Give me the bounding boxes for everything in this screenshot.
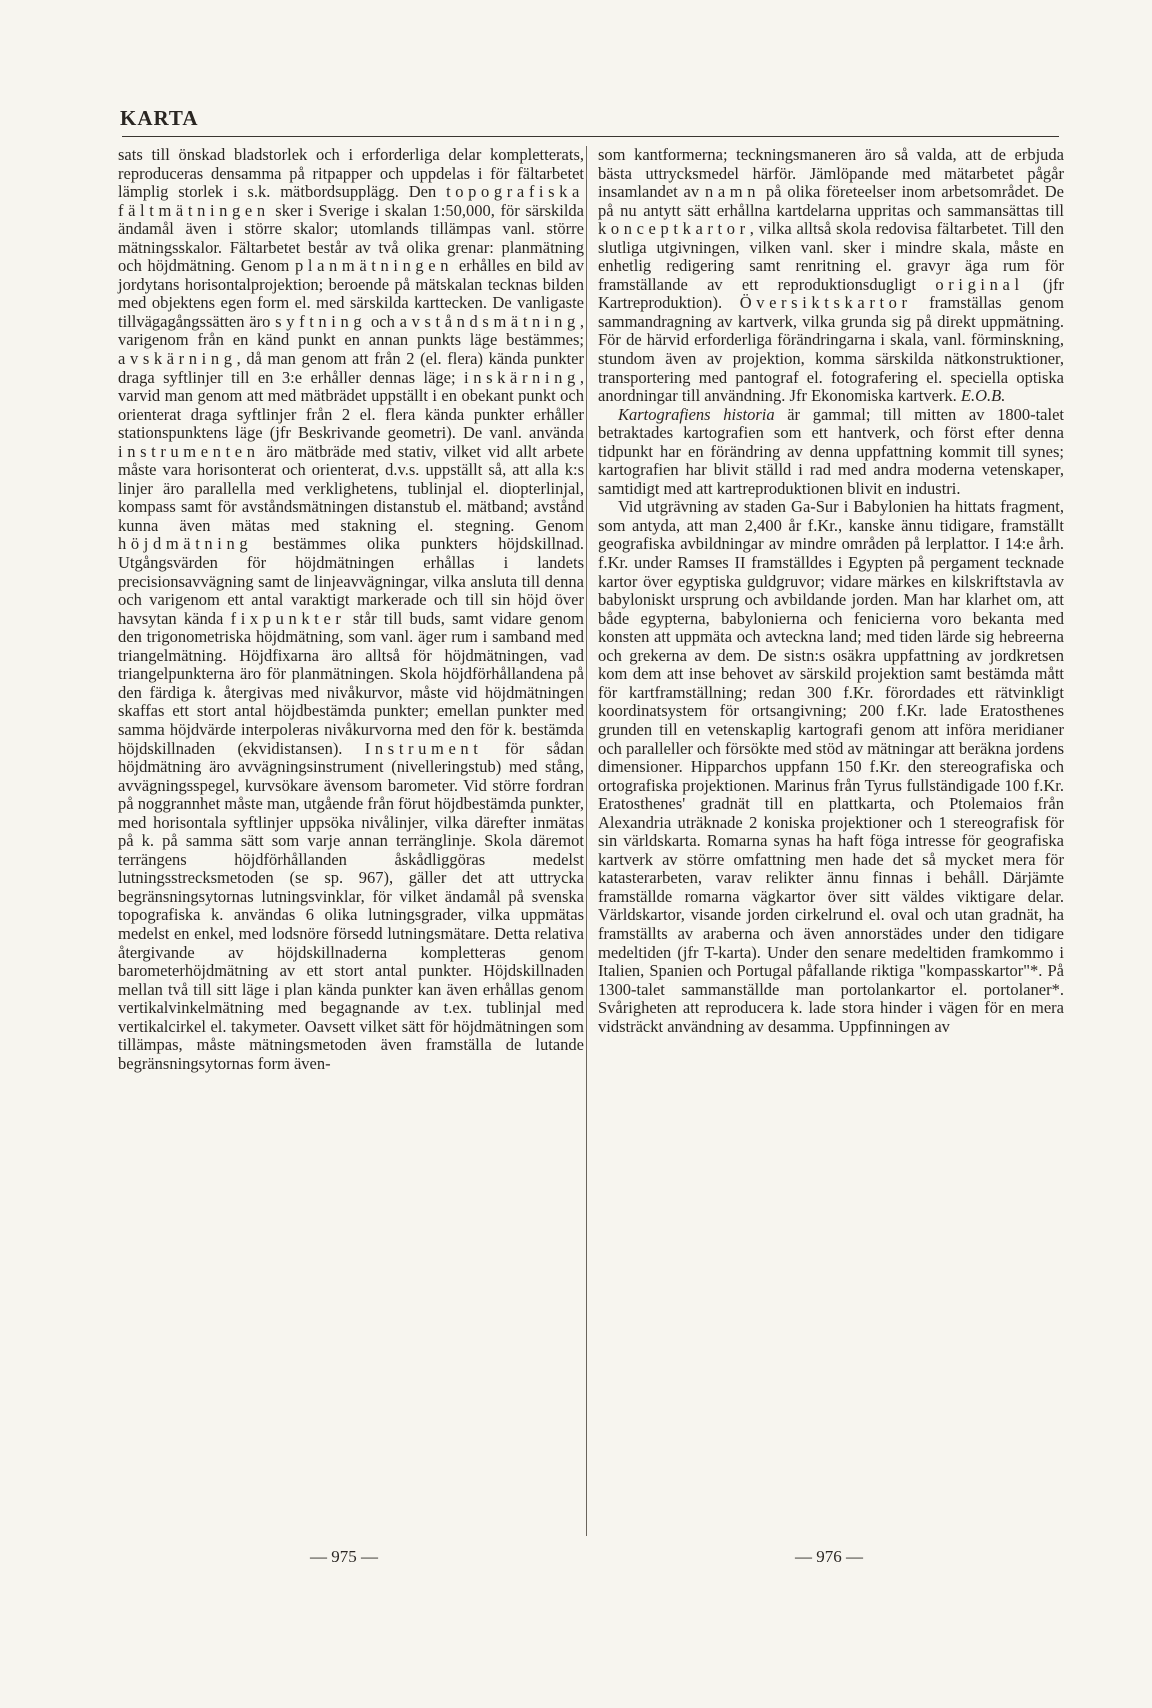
left-column [118, 146, 584, 1073]
spaced-term: fixpunkter [230, 608, 346, 628]
spaced-term: konceptkartor [598, 219, 750, 239]
header-rule [122, 136, 1059, 137]
text-run: som kantformerna; teckningsmaneren äro så valda, att de erbjuda bästa uttrycksmedel härför. Jämlöpande med mätarbetet pågår insamlandet av [598, 145, 1064, 202]
page-header-title: KARTA [120, 106, 199, 130]
author-signature: E.O.B. [960, 386, 1006, 406]
page-number-left: — 975 — [310, 1547, 378, 1566]
right-paragraph-1 [598, 146, 1064, 406]
spaced-term: instrumenten [118, 441, 260, 461]
text-run: på olika företeelser inom arbetsområdet. De på nu antytt sätt erhållna kartdelarna uppritas och sammansättas till [598, 182, 1064, 220]
spaced-term: avskärning [118, 349, 237, 369]
spaced-term: avståndsmätning [399, 311, 580, 331]
spaced-term: Översiktskartor [739, 293, 912, 313]
text-run: sker i Sverige i skalan 1:50,000, för särskilda ändamål även i större skalor; utomlands tillämpas vanl. större mätningsskalor. Fältarbetet består av två olika grenar: planmätning och höjdmätning. Genom [118, 200, 584, 276]
text-run: (jfr Kartreproduktion). [598, 274, 1064, 313]
spaced-term: syftning [275, 311, 367, 331]
spaced-term: namn [704, 182, 761, 202]
left-column-text [118, 146, 584, 1073]
page-number-right: — 976 — [795, 1547, 863, 1566]
right-paragraph-3: Vid utgrävning av staden Ga-Sur i Babylonien ha hittats fragment, som antyda, att man 2,400 år f.Kr., kanske ännu tidigare, framställt geografiska avbildningar av mindre områden på lerplattor. I 14:e årh. f.Kr. under Ramses II framställdes i Egypten på pergament tecknade kartor över egyptiska guldgruvor; vidare märkes en kilskriftstavla av babyloniskt ursprung och avbildande jorden. Man har klarhet om, att både egypterna, babylonierna och fenicierna voro bekanta med konsten att uppmäta och avteckna land; med tiden lärde sig hebreerna och grekerna av dem. De sistn:s osäkra uppfattning av jordkretsen kom dem att inse behovet av särskild projektion samt bestämda mått för kartframställning; redan 300 f.Kr. förordades ett rätvinkligt koordinatsystem för ortsangivning; 200 f.Kr. lade Eratosthenes grunden till en vetenskaplig kartografi genom att införa meridianer och paralleller och försökte med stöd av mätningar att beräkna jordens dimensioner. Hipparchos uppfann 150 f.Kr. den stereografiska och ortografiska projektionen. Marinus från Tyrus fullständigade 100 f.Kr. Eratosthenes' gradnät till en plattkarta, och Ptolemaios från Alexandria uträknade 2 koniska projektioner och 1 stereografisk för sin världskarta. Romarna synas ha haft föga intresse för geografiska kartverk av större omfattning men hade det så mycket mera för katasterarbeten, varav relikter ännu finnas i behåll. Därjämte framställde romarna vägkartor över sitt väldes viktigare delar. Världskartor, visande jorden cirkelrund el. oval och utan gradnät, ha framställts av araberna och även annorstädes under den tidigare medeltiden (jfr T-karta). Under den senare medeltiden framkommo i Italien, Spanien och Portugal påfallande riktiga "kompasskartor"*. På 1300-talet sammanställde man portolankartor el. portolaner*. Svårigheten att reproducera k. lade stora hinder i vägen för en mera vidsträckt användning av desamma. Uppfinningen av [598, 497, 1064, 1036]
text-run: bestämmes olika punkters höjdskillnad. Utgångsvärden för höjdmätningen erhållas i landets precisionsavvägning samt de linjeavvägningar, vilka ansluta till denna och varigenom ett antal varaktigt markerade och till sin höjd över havsytan kända [118, 534, 584, 628]
right-paragraph-2 [598, 406, 1064, 499]
spaced-term: Instrument [364, 738, 483, 758]
right-column [598, 146, 1064, 1036]
spaced-term: original [935, 274, 1024, 294]
text-run: , varvid man genom att med mätbrädet uppställt i en obekant punkt och orienterat draga syftlinjer från 2 el. flera kända punkter erhåller stationspunktens läge (jfr Beskrivande geometri). De vanl. använda [118, 367, 584, 443]
spaced-term: planmätningen [295, 256, 454, 276]
text-run: och [366, 311, 400, 331]
text-run: , då man genom att från 2 (el. flera) kända punkter draga syftlinjer till en 3:e erhåller dennas läge; [118, 349, 584, 387]
text-run: sats till önskad bladstorlek och i erforderliga delar kompletterats, reproduceras densamma på ritpapper och uppdelas i för fältarbetet lämplig storlek i s.k. mätbordsupplägg. Den [118, 145, 584, 202]
text-run: för sådan höjdmätning äro avvägningsinstrument (nivelleringstub) med stång, avvägningsspegel, kurvsökare ävensom barometer. Vid större fordran på noggrannhet måste man, utgående från förut höjdbestämda punkter, med horisontala syftlinjer uppsöka nivålinjer, vilka därefter inmätas på k. på samma sätt som varje annan terränglinje. Skola däremot terrängens höjdförhållanden åskådliggöras medelst lutningsstrecksmetoden (se sp. 967), gäller det att uttrycka begränsningsytornas lutningsvinklar, för vilket ändamål på svenska topografiska k. användas 6 olika lutningsgrader, vilka uppmätas medelst en enkel, med lodsnöre försedd lutningsmätare. Detta relativa återgivande av höjdskillnaderna kompletteras genom barometerhöjdmätning av ett stort antal punkter. Höjdskillnaden mellan två till sitt läge i plan kända punkter kan även erhållas genom vertikalvinkelmätning med begagnande av t.ex. tublinjal med vertikalcirkel el. takymeter. Oavsett vilket sätt för höjdmätningen som tillämpas, måste mätningsmetoden även framställa de lutande begränsningsytornas form även- [118, 738, 584, 1073]
text-run: , varigenom från en känd punkt en annan punkts läge bestämmes; [118, 311, 584, 350]
spaced-term: topografiska fältmätningen [118, 182, 584, 220]
text-run: är gammal; till mitten av 1800-talet betraktades kartografien som ett hantverk, och först efter denna tidpunkt har en förändring av denna uppfattning kommit till synes; kartografien har blivit ställd i rad med andra moderna vetenskaper, samtidigt med att kartreproduktionen blivit en industri. [598, 404, 1064, 498]
text-run: står till buds, samt vidare genom den trigonometriska höjdmätning, som vanl. äger rum i samband med triangelmätning. Höjdfixarna äro alltså för höjdmätningen, vad triangelpunkterna äro för planmätningen. Skola höjdförhållandena på den färdiga k. återgivas med nivåkurvor, måste vid höjdmätningen skaffas ett stort antal höjdbestämda punkter; emellan punkter med samma höjdvärde interpoleras nivåkurvorna med den för k. bestämda höjdskillnaden (ekvidistansen). [118, 608, 584, 758]
text-run: erhålles en bild av jordytans horisontalprojektion; beroende på mätskalan tecknas bilden med objektens egen form el. med särskilda karttecken. De vanligaste tillvägagångssätten äro [118, 256, 584, 331]
column-divider [586, 146, 587, 1536]
section-heading-italic: Kartografiens historia [618, 404, 775, 424]
spaced-term: höjdmätning [118, 534, 253, 554]
text-run: , vilka alltså skola redovisa fältarbetet. Till den slutliga utgivningen, vilken vanl. sker i mindre skala, måste en enhetlig redigering samt renritning el. gravyr äga rum för framställande av ett reproduktionsdugligt [598, 219, 1064, 294]
text-run: äro mätbräde med stativ, vilket vid allt arbete måste vara horisonterat och orienterat, d.v.s. uppställt så, att alla k:s linjer äro parallella med verklighetens, tublinjal el. diopterlinjal, kompass samt för avståndsmätningen distanstub el. mätband; avstånd kunna även mätas med stakning el. stegning. Genom [118, 441, 584, 535]
spaced-term: inskärning [464, 367, 580, 387]
text-run: framställas genom sammandragning av kartverk, vilka grunda sig på direkt uppmätning. För de härvid erforderliga förändringarna i skala, vanl. förminskning, stundom även av projektion, komma särskilda nätkonstruktioner, transportering med pantograf el. fotografering el. speciella optiska anordningar till användning. Jfr Ekonomiska kartverk. [598, 293, 1065, 406]
